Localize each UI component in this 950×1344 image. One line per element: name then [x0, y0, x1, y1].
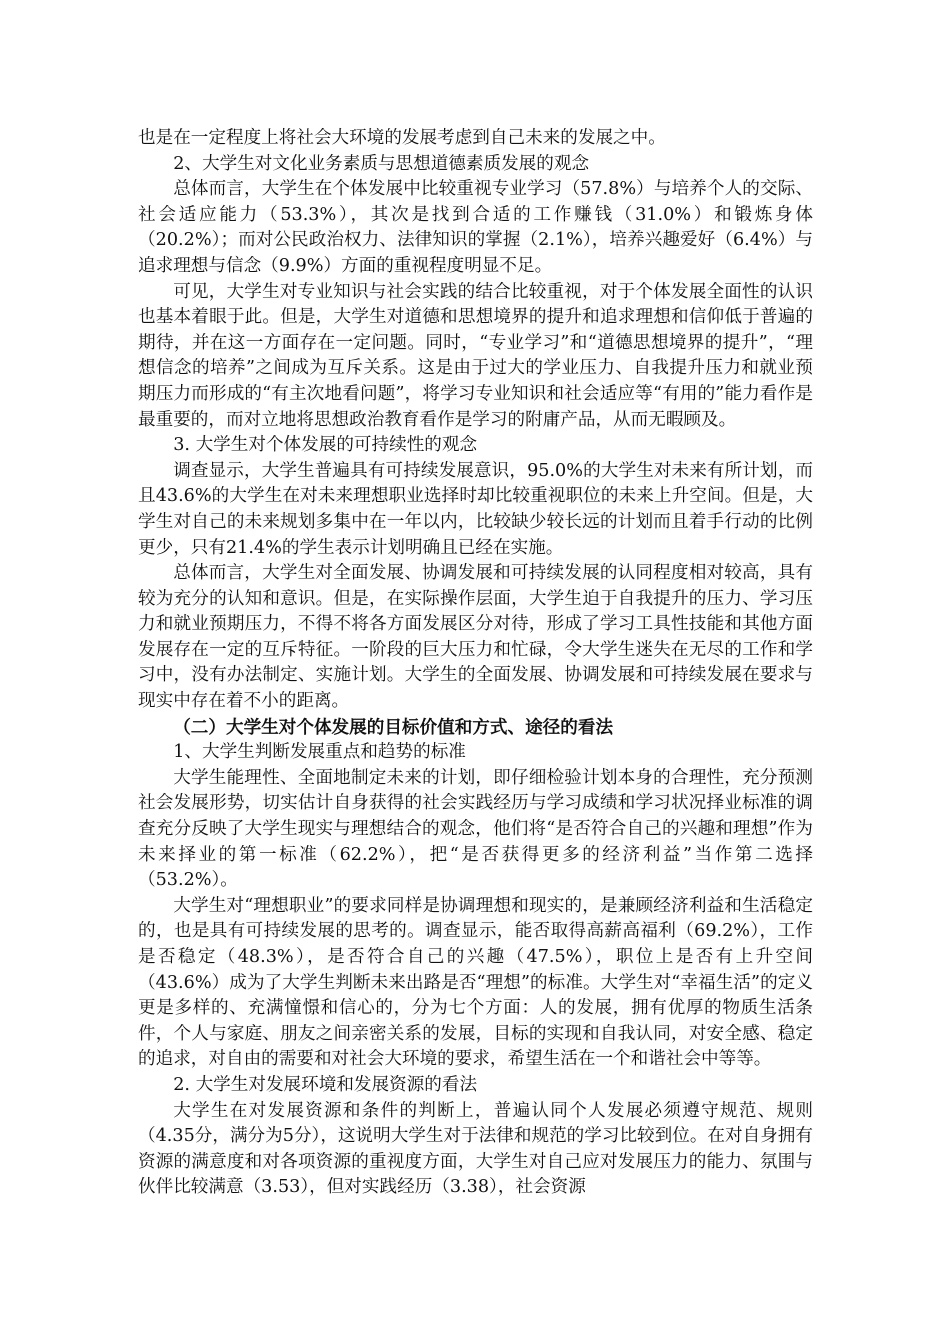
paragraph-continuation: 也是在一定程度上将社会大环境的发展考虑到自己未来的发展之中。: [138, 128, 666, 148]
paragraph-body: 大学生对“理想职业”的要求同样是协调理想和现实的，是兼顾经济利益和生活稳定的，也是具有可持续发展的思考的。调查显示，能否取得高薪高福利（69.2%），工作是否稳定（48.3%），是否符合自己的兴趣（47.5%），职位上是否有上升空间（43.6%）成为了大学生判断未来出路是否“理想”的标准。大学生对“幸福生活”的定义更是多样的、充满憧憬和信心的，分为七个方面：人的发展，拥有优厚的物质生活条件，个人与家庭、朋友之间亲密关系的发展，目标的实现和自我认同，对安全感、稳定的追求，对自由的需要和对社会大环境的要求，希望生活在一个和谐社会中等等。: [138, 895, 813, 1070]
paragraph-body: 大学生能理性、全面地制定未来的计划，即仔细检验计划本身的合理性，充分预测社会发展形势，切实估计自身获得的社会实践经历与学习成绩和学习状况择业标准的调查充分反映了大学生现实与理想结合的观念，他们将“是否符合自己的兴趣和理想”作为未来择业的第一标准（62.2%），把“是否获得更多的经济利益”当作第二选择（53.2%）。: [138, 767, 813, 891]
paragraph-body: 大学生在对发展资源和条件的判断上，普遍认同个人发展必须遵守规范、规则（4.35分，满分为5分），这说明大学生对于法律和规范的学习比较到位。在对自身拥有资源的满意度和对各项资源的重视度方面，大学生对自己应对发展压力的能力、氛围与伙伴比较满意（3.53），但对实践经历（3.38），社会资源: [138, 1100, 813, 1198]
subheading-2: 2、大学生对文化业务素质与思想道德素质发展的观念: [173, 153, 590, 174]
subheading-3: 3. 大学生对个体发展的可持续性的观念: [173, 435, 478, 456]
paragraph-body: 总体而言，大学生对全面发展、协调发展和可持续发展的认同程度相对较高，具有较为充分的认知和意识。但是，在实际操作层面，大学生迫于自我提升的压力、学习压力和就业预期压力，不得不将各方面发展区分对待，形成了学习工具性技能和其他方面发展存在一定的互斥特征。一阶段的巨大压力和忙碌，令大学生迷失在无尽的工作和学习中，没有办法制定、实施计划。大学生的全面发展、协调发展和可持续发展在要求与现实中存在着不小的距离。: [138, 563, 813, 712]
document-page: [138, 126, 813, 1201]
subheading-1: 1、大学生判断发展重点和趋势的标准: [173, 742, 466, 763]
subheading-2b: 2. 大学生对发展环境和发展资源的看法: [173, 1074, 478, 1095]
section-heading: （二）大学生对个体发展的目标价值和方式、途径的看法: [173, 716, 614, 738]
paragraph-body: 可见，大学生对专业知识与社会实践的结合比较重视，对于个体发展全面性的认识也基本着眼于此。但是，大学生对道德和思想境界的提升和追求理想和信仰低于普遍的期待，并在这一方面存在一定问题。同时，“专业学习”和“道德思想境界的提升”，“理想信念的培养”之间成为互斥关系。这是由于过大的学业压力、自我提升压力和就业预期压力而形成的“有主次地看问题”，将学习专业知识和社会适应等“有用的”能力看作是最重要的，而对立地将思想政治教育看作是学习的附庸产品，从而无暇顾及。: [138, 281, 813, 430]
paragraph-body: 调查显示，大学生普遍具有可持续发展意识，95.0%的大学生对未来有所计划，而且43.6%的大学生在对未来理想职业选择时却比较重视职位的未来上升空间。但是，大学生对自己的未来规划多集中在一年以内，比较缺少较长远的计划而且着手行动的比例更少，只有21.4%的学生表示计划明确且已经在实施。: [138, 460, 813, 558]
paragraph-body: 总体而言，大学生在个体发展中比较重视专业学习（57.8%）与培养个人的交际、社会适应能力（53.3%），其次是找到合适的工作赚钱（31.0%）和锻炼身体（20.2%）；而对公民政治权力、法律知识的掌握（2.1%），培养兴趣爱好（6.4%）与追求理想与信念（9.9%）方面的重视程度明显不足。: [138, 179, 813, 276]
